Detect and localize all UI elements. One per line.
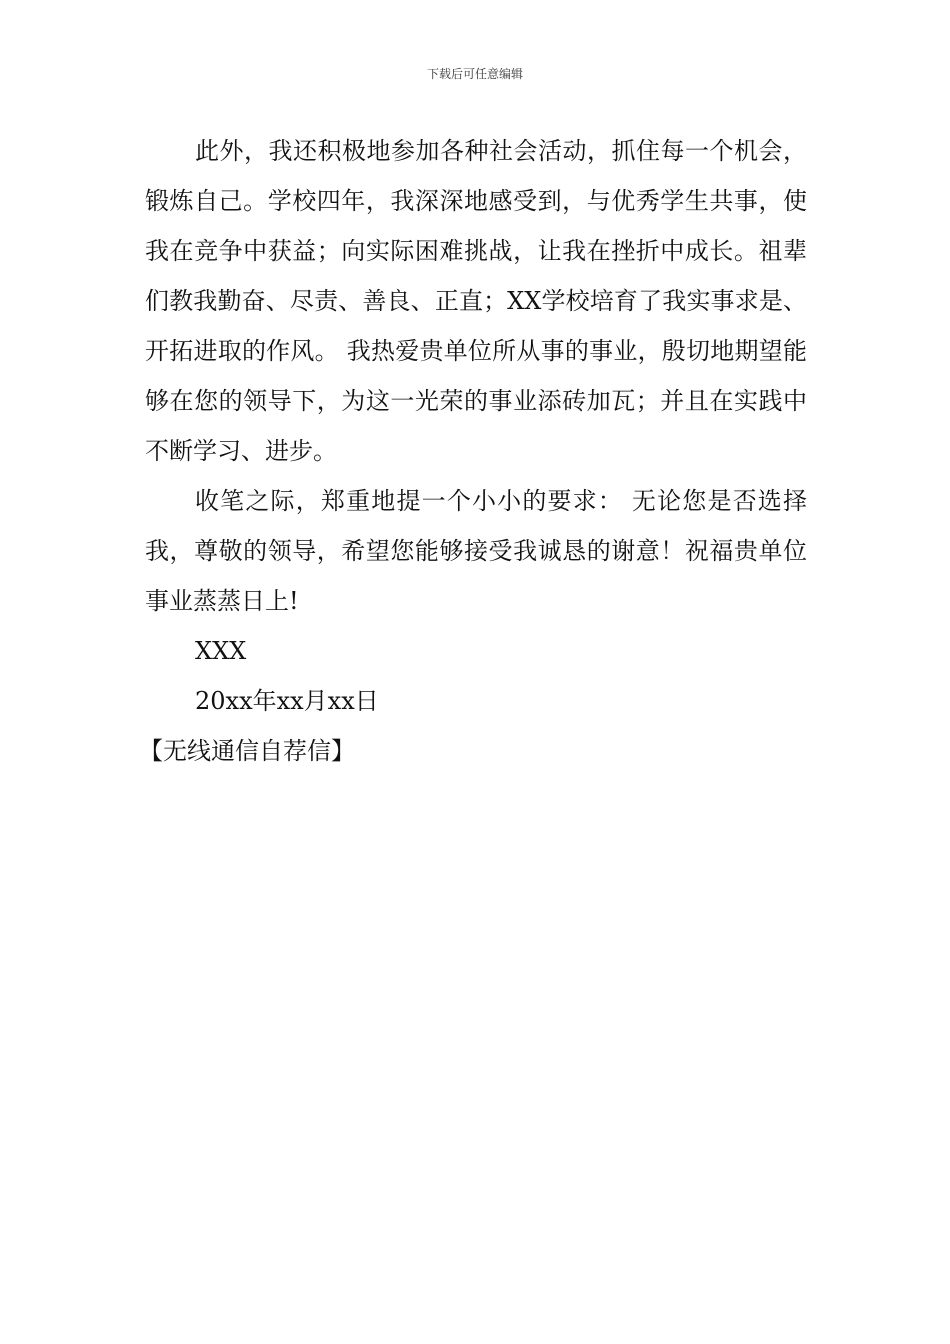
letter-paragraph-closing: 收笔之际，郑重地提一个小小的要求： 无论您是否选择我，尊敬的领导，希望您能够接受我诚恳的谢意！祝福贵单位事业蒸蒸日上! bbox=[145, 487, 807, 615]
section-title: 【无线通信自荐信】 bbox=[139, 737, 355, 765]
letter-date: 20xx年xx月xx日 bbox=[195, 687, 379, 715]
letter-body bbox=[139, 126, 807, 776]
letter-signature: XXX bbox=[195, 637, 247, 665]
page-header-note: 下载后可任意编辑 bbox=[426, 67, 523, 81]
letter-paragraph-activities: 此外，我还积极地参加各种社会活动，抓住每一个机会，锻炼自己。学校四年，我深深地感受到，与优秀学生共事，使我在竞争中获益；向实际困难挑战，让我在挫折中成长。祖辈们教我勤奋、尽责、善良、正直；XX学校培育了我实事求是、开拓进取的作风。 我热爱贵单位所从事的事业，殷切地期望能够在您的领导下，为这一光荣的事业添砖加瓦；并且在实践中不断学习、进步。 bbox=[145, 137, 807, 465]
